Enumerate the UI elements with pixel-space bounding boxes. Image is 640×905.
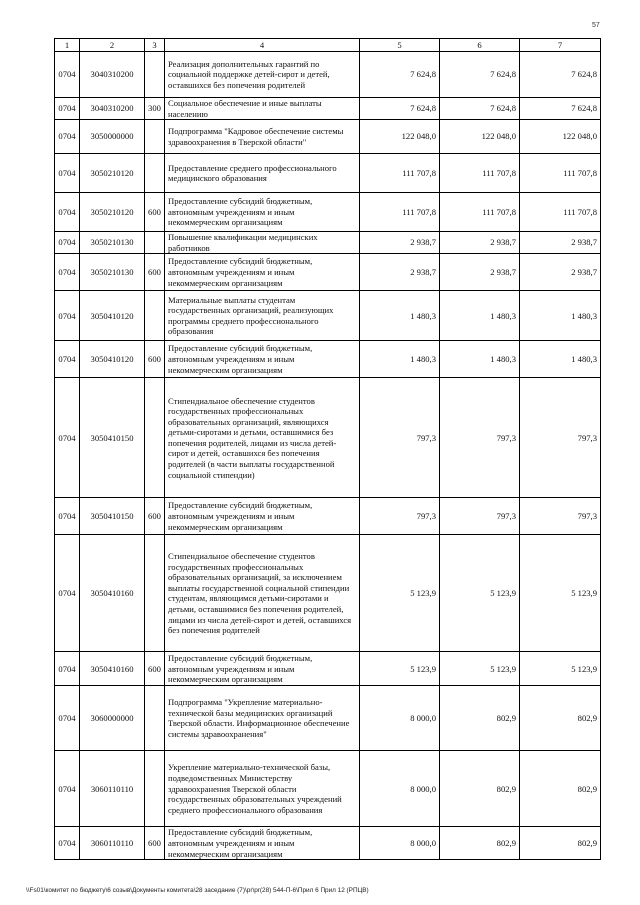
table-row xyxy=(55,341,601,378)
cell-amount-col6: 7 624,8 xyxy=(440,98,520,120)
table-row xyxy=(55,232,601,254)
cell-section: 0704 xyxy=(55,154,80,193)
cell-target-code: 3050210130 xyxy=(80,254,145,291)
cell-amount-col7: 7 624,8 xyxy=(520,52,601,98)
cell-section: 0704 xyxy=(55,535,80,652)
cell-section: 0704 xyxy=(55,686,80,751)
table-row xyxy=(55,686,601,751)
cell-target-code: 3050210120 xyxy=(80,154,145,193)
cell-amount-col6: 1 480,3 xyxy=(440,291,520,341)
table-row xyxy=(55,652,601,686)
cell-target-code: 3050210120 xyxy=(80,193,145,232)
header-col-2: 2 xyxy=(80,39,145,52)
cell-target-code: 3060110110 xyxy=(80,827,145,860)
table-row xyxy=(55,827,601,860)
document-file-path: \\Fs01\комитет по бюджету\6 созыв\Документы комитета\28 заседание (7)\pr\pr(28) 544-П-6\Прил 6 Прил 12 (РПЦВ) xyxy=(26,887,369,894)
cell-target-code: 3050410150 xyxy=(80,498,145,535)
cell-target-code: 3050410150 xyxy=(80,378,145,498)
cell-amount-col5: 8 000,0 xyxy=(360,686,440,751)
cell-amount-col5: 797,3 xyxy=(360,378,440,498)
cell-target-code: 3060000000 xyxy=(80,686,145,751)
table-row xyxy=(55,193,601,232)
cell-expense-type xyxy=(145,291,165,341)
cell-name: Реализация дополнительных гарантий по социальной поддержке детей-сирот и детей, оставшихся без попечения родителей xyxy=(165,52,360,98)
cell-amount-col7: 797,3 xyxy=(520,498,601,535)
cell-amount-col5: 5 123,9 xyxy=(360,535,440,652)
cell-name: Повышение квалификации медицинских работников xyxy=(165,232,360,254)
cell-amount-col6: 111 707,8 xyxy=(440,154,520,193)
table-row xyxy=(55,154,601,193)
cell-name: Социальное обеспечение и иные выплаты населению xyxy=(165,98,360,120)
header-col-6: 6 xyxy=(440,39,520,52)
cell-name: Предоставление субсидий бюджетным, автономным учреждениям и иным некоммерческим организациям xyxy=(165,254,360,291)
cell-expense-type: 600 xyxy=(145,193,165,232)
cell-amount-col6: 2 938,7 xyxy=(440,232,520,254)
cell-section: 0704 xyxy=(55,52,80,98)
cell-expense-type xyxy=(145,232,165,254)
header-col-7: 7 xyxy=(520,39,601,52)
cell-section: 0704 xyxy=(55,341,80,378)
page-number: 57 xyxy=(592,22,600,29)
cell-name: Подпрограмма "Укрепление материально-технической базы медицинских организаций Тверской области. Информационное обеспечение системы здравоохранения" xyxy=(165,686,360,751)
cell-amount-col5: 1 480,3 xyxy=(360,291,440,341)
cell-name: Предоставление субсидий бюджетным, автономным учреждениям и иным некоммерческим организациям xyxy=(165,652,360,686)
cell-expense-type: 600 xyxy=(145,341,165,378)
cell-expense-type xyxy=(145,751,165,827)
cell-name: Предоставление субсидий бюджетным, автономным учреждениям и иным некоммерческим организациям xyxy=(165,341,360,378)
header-col-5: 5 xyxy=(360,39,440,52)
cell-expense-type xyxy=(145,120,165,154)
cell-target-code: 3050410120 xyxy=(80,341,145,378)
cell-expense-type: 600 xyxy=(145,498,165,535)
cell-section: 0704 xyxy=(55,120,80,154)
header-col-3: 3 xyxy=(145,39,165,52)
cell-expense-type: 300 xyxy=(145,98,165,120)
table-row xyxy=(55,751,601,827)
cell-amount-col7: 797,3 xyxy=(520,378,601,498)
cell-amount-col7: 2 938,7 xyxy=(520,232,601,254)
cell-amount-col5: 7 624,8 xyxy=(360,52,440,98)
cell-amount-col7: 5 123,9 xyxy=(520,535,601,652)
cell-amount-col7: 122 048,0 xyxy=(520,120,601,154)
cell-amount-col6: 111 707,8 xyxy=(440,193,520,232)
cell-amount-col5: 8 000,0 xyxy=(360,751,440,827)
cell-amount-col7: 802,9 xyxy=(520,827,601,860)
table-header-row xyxy=(55,39,601,52)
cell-name: Предоставление субсидий бюджетным, автономным учреждениям и иным некоммерческим организациям xyxy=(165,193,360,232)
cell-amount-col7: 111 707,8 xyxy=(520,154,601,193)
cell-section: 0704 xyxy=(55,98,80,120)
cell-expense-type xyxy=(145,154,165,193)
cell-section: 0704 xyxy=(55,193,80,232)
table-row xyxy=(55,378,601,498)
cell-amount-col5: 2 938,7 xyxy=(360,232,440,254)
cell-name: Материальные выплаты студентам государственных организаций, реализующих программы среднего профессионального образования xyxy=(165,291,360,341)
cell-name: Предоставление среднего профессионального медицинского образования xyxy=(165,154,360,193)
cell-target-code: 3050410160 xyxy=(80,652,145,686)
table-row xyxy=(55,535,601,652)
cell-amount-col5: 1 480,3 xyxy=(360,341,440,378)
cell-amount-col6: 802,9 xyxy=(440,686,520,751)
cell-amount-col7: 7 624,8 xyxy=(520,98,601,120)
cell-amount-col7: 5 123,9 xyxy=(520,652,601,686)
cell-expense-type xyxy=(145,52,165,98)
cell-amount-col5: 122 048,0 xyxy=(360,120,440,154)
cell-target-code: 3040310200 xyxy=(80,52,145,98)
cell-amount-col5: 8 000,0 xyxy=(360,827,440,860)
budget-table xyxy=(54,38,601,860)
cell-target-code: 3050000000 xyxy=(80,120,145,154)
cell-amount-col7: 802,9 xyxy=(520,751,601,827)
cell-name: Стипендиальное обеспечение студентов государственных профессиональных образовательных организаций, за исключением выплаты государственной социальной стипендии студентам, являющимся детьми-сиротами и детьми, оставшимися без попечения родителей, лицами из числа детей-сирот и детей, оставшихся без попечения родителей xyxy=(165,535,360,652)
cell-amount-col6: 7 624,8 xyxy=(440,52,520,98)
cell-target-code: 3050410160 xyxy=(80,535,145,652)
table-row xyxy=(55,254,601,291)
header-col-4: 4 xyxy=(165,39,360,52)
cell-amount-col6: 1 480,3 xyxy=(440,341,520,378)
table-row xyxy=(55,120,601,154)
cell-amount-col7: 802,9 xyxy=(520,686,601,751)
cell-amount-col6: 2 938,7 xyxy=(440,254,520,291)
cell-amount-col6: 5 123,9 xyxy=(440,535,520,652)
cell-amount-col7: 2 938,7 xyxy=(520,254,601,291)
cell-amount-col6: 797,3 xyxy=(440,498,520,535)
cell-expense-type: 600 xyxy=(145,254,165,291)
cell-section: 0704 xyxy=(55,232,80,254)
cell-name: Предоставление субсидий бюджетным, автономным учреждениям и иным некоммерческим организациям xyxy=(165,498,360,535)
cell-amount-col5: 2 938,7 xyxy=(360,254,440,291)
cell-amount-col5: 7 624,8 xyxy=(360,98,440,120)
cell-amount-col5: 111 707,8 xyxy=(360,193,440,232)
cell-section: 0704 xyxy=(55,827,80,860)
cell-target-code: 3050210130 xyxy=(80,232,145,254)
cell-section: 0704 xyxy=(55,652,80,686)
cell-amount-col5: 111 707,8 xyxy=(360,154,440,193)
cell-name: Стипендиальное обеспечение студентов государственных профессиональных образовательных организаций, являющихся детьми-сиротами и детьми, оставшимися без попечения родителей, лицами из числа детей-сирот и детей, оставшихся без попечения родителей (в части выплаты государственной социальной стипендии) xyxy=(165,378,360,498)
cell-expense-type xyxy=(145,535,165,652)
cell-section: 0704 xyxy=(55,378,80,498)
cell-amount-col6: 122 048,0 xyxy=(440,120,520,154)
cell-name: Укрепление материально-технической базы, подведомственных Министерству здравоохранения Тверской области государственных образовательных учреждений среднего профессионального образования xyxy=(165,751,360,827)
cell-expense-type: 600 xyxy=(145,652,165,686)
cell-name: Предоставление субсидий бюджетным, автономным учреждениям и иным некоммерческим организациям xyxy=(165,827,360,860)
cell-expense-type: 600 xyxy=(145,827,165,860)
cell-section: 0704 xyxy=(55,291,80,341)
table-row xyxy=(55,52,601,98)
cell-expense-type xyxy=(145,378,165,498)
cell-amount-col5: 797,3 xyxy=(360,498,440,535)
cell-amount-col6: 802,9 xyxy=(440,827,520,860)
cell-section: 0704 xyxy=(55,498,80,535)
table-row xyxy=(55,498,601,535)
cell-target-code: 3060110110 xyxy=(80,751,145,827)
table-row xyxy=(55,291,601,341)
cell-amount-col7: 1 480,3 xyxy=(520,291,601,341)
header-col-1: 1 xyxy=(55,39,80,52)
cell-amount-col5: 5 123,9 xyxy=(360,652,440,686)
cell-amount-col6: 5 123,9 xyxy=(440,652,520,686)
cell-target-code: 3050410120 xyxy=(80,291,145,341)
cell-amount-col7: 1 480,3 xyxy=(520,341,601,378)
cell-amount-col6: 802,9 xyxy=(440,751,520,827)
table-row xyxy=(55,98,601,120)
cell-target-code: 3040310200 xyxy=(80,98,145,120)
cell-amount-col7: 111 707,8 xyxy=(520,193,601,232)
cell-section: 0704 xyxy=(55,751,80,827)
cell-expense-type xyxy=(145,686,165,751)
cell-amount-col6: 797,3 xyxy=(440,378,520,498)
cell-section: 0704 xyxy=(55,254,80,291)
cell-name: Подпрограмма "Кадровое обеспечение системы здравоохранения в Тверской области" xyxy=(165,120,360,154)
